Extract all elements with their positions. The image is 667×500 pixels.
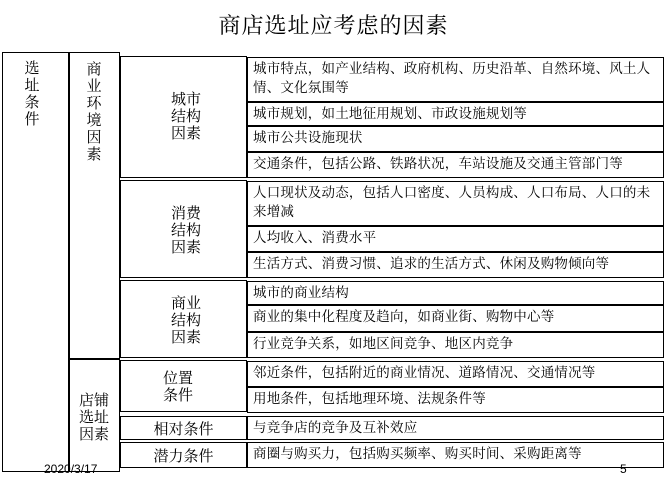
subgroup-panel-relative xyxy=(120,416,247,440)
root-panel xyxy=(2,52,70,472)
subgroup-panel-position xyxy=(120,360,247,412)
subgroup-label-relative: 相对条件 xyxy=(153,419,214,438)
subgroup-label-commerce-structure: 商业结构因素 xyxy=(170,293,201,346)
footer-date: 2020/3/17 xyxy=(44,462,98,476)
item-row: 城市公共设施现状 xyxy=(247,126,664,152)
subgroup-panel-potential xyxy=(120,442,247,468)
subgroup-panel-consumption-structure xyxy=(120,180,247,278)
item-row: 邻近条件，包括附近的商业情况、道路情况、交通情况等 xyxy=(247,361,664,387)
root-label: 选址条件 xyxy=(24,59,40,128)
group-label-store-location: 店铺选址因素 xyxy=(78,390,109,443)
subgroup-label-consumption-structure: 消费结构因素 xyxy=(170,203,201,256)
item-row: 人口现状及动态，包括人口密度、人员构成、人口布局、人口的未来增减 xyxy=(247,181,664,226)
item-row: 与竞争店的竞争及互补效应 xyxy=(247,416,664,440)
item-row: 商圈与购买力，包括购买频率、购买时间、采购距离等 xyxy=(247,442,664,468)
group-panel-business-environment xyxy=(68,52,120,360)
subgroup-label-position: 位置条件 xyxy=(162,369,193,404)
item-row: 城市特点，如产业结构、政府机构、历史沿革、自然环境、风土人情、文化氛围等 xyxy=(247,57,664,102)
subgroup-panel-city-structure xyxy=(120,56,247,178)
item-row: 商业的集中化程度及趋向，如商业街、购物中心等 xyxy=(247,305,664,332)
item-row: 用地条件，包括地理环境、法规条件等 xyxy=(247,387,664,413)
group-panel-store-location xyxy=(68,358,120,472)
item-row: 行业竞争关系，如地区间竞争、地区内竞争 xyxy=(247,332,664,358)
page-title: 商店选址应考虑的因素 xyxy=(218,14,449,39)
footer-page-number: 5 xyxy=(620,462,627,476)
group-label-business-environment: 商业环境因素 xyxy=(86,60,102,163)
item-row: 人均收入、消费水平 xyxy=(247,226,664,252)
subgroup-panel-commerce-structure xyxy=(120,280,247,358)
item-row: 城市的商业结构 xyxy=(247,281,664,305)
subgroup-label-city-structure: 城市结构因素 xyxy=(170,89,201,142)
item-row: 城市规划，如土地征用规划、市政设施规划等 xyxy=(247,102,664,126)
subgroup-label-potential: 潜力条件 xyxy=(153,446,214,465)
item-row: 生活方式、消费习惯、追求的生活方式、休闲及购物倾向等 xyxy=(247,252,664,278)
item-row: 交通条件，包括公路、铁路状况，车站设施及交通主管部门等 xyxy=(247,152,664,178)
